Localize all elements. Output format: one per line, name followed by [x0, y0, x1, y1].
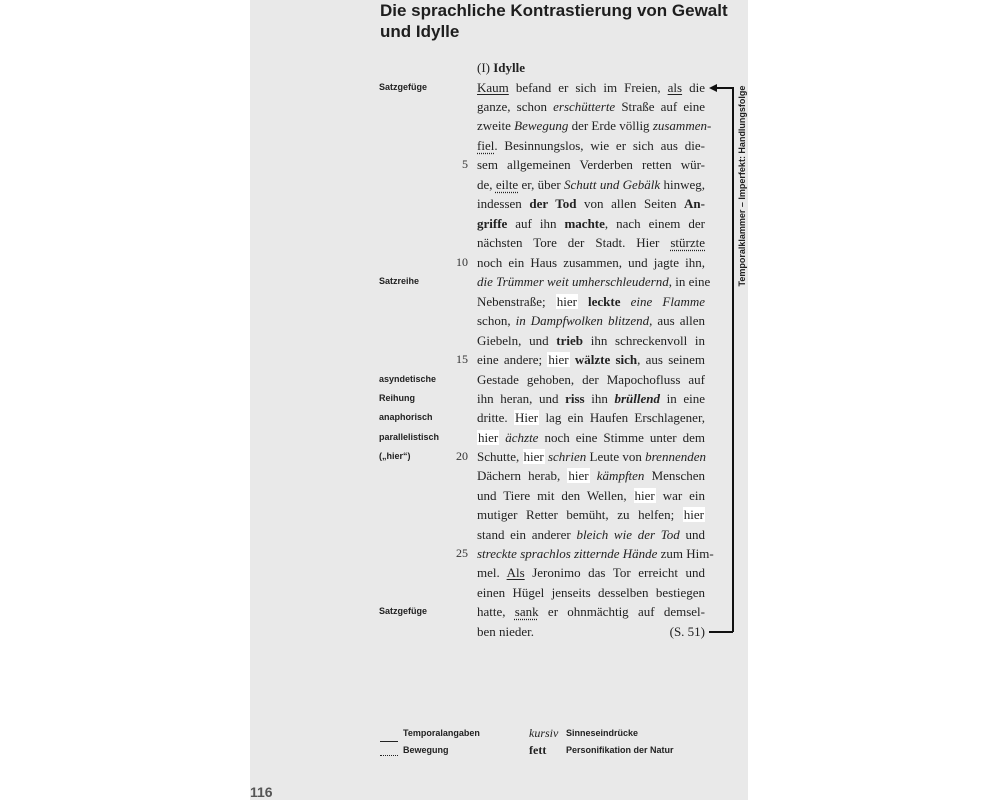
- section-title: Idylle: [493, 60, 526, 75]
- text-line-8: griffe auf ihn machte, nach einem der: [477, 216, 705, 231]
- text-line-2: ganze, schon erschütterte Straße auf eine: [477, 99, 705, 114]
- margin-label: („hier“): [379, 451, 411, 461]
- text-line-11: die Trümmer weit umherschleudernd, in eine: [477, 274, 711, 289]
- text-line-3: zweite Bewegung der Erde völlig zusammen-: [477, 118, 712, 133]
- text-line-1: Kaum befand er sich im Freien, als die: [477, 80, 706, 95]
- bracket-top: [716, 87, 733, 89]
- text-line-23: mutiger Retter bemüht, zu helfen; hier: [477, 507, 704, 522]
- text-line-28: hatte, sank er ohnmächtig auf demsel-: [477, 604, 705, 619]
- line-number: 10: [456, 255, 468, 269]
- section-number: (I): [477, 60, 490, 75]
- margin-label: Reihung: [379, 393, 415, 403]
- text-line-6: de, eilte er, über Schutt und Gebälk hinweg,: [477, 177, 705, 192]
- margin-label: anaphorisch: [379, 412, 433, 422]
- legend-italic-key: kursiv: [529, 726, 559, 740]
- text-line-24: stand ein anderer bleich wie der Tod und: [477, 527, 706, 542]
- text-line-22: und Tiere mit den Wellen, hier war ein: [477, 488, 705, 503]
- dotted-key-icon: [380, 755, 398, 756]
- margin-label: Satzgefüge: [379, 82, 428, 92]
- text-line-19: hier ächzte noch eine Stimme unter dem: [478, 430, 705, 445]
- line-number: 20: [456, 449, 468, 463]
- legend-temporal: Temporalangaben: [403, 728, 480, 738]
- text-line-26: mel. Als Jeronimo das Tor erreicht und: [477, 565, 705, 580]
- text-line-13: schon, in Dampfwolken blitzend, aus allen: [477, 313, 705, 328]
- legend-bold-key: fett: [529, 743, 547, 757]
- line-number: 5: [462, 157, 468, 171]
- text-line-10: noch ein Haus zusammen, und jagte ihn,: [477, 255, 705, 270]
- underline-key-icon: [380, 741, 398, 742]
- text-line-7: indessen der Tod von allen Seiten An-: [477, 196, 705, 211]
- text-line-20: Schutte, hier schrien Leute von brennenden: [477, 449, 706, 464]
- text-line-27: einen Hügel jenseits desselben bestiegen: [477, 585, 705, 600]
- page-number: 116: [250, 784, 273, 800]
- text-line-16: Gestade gehoben, der Mapochofluss auf: [477, 372, 705, 387]
- legend-italic-meaning: Sinneseindrücke: [566, 728, 639, 738]
- section-heading: [477, 60, 525, 76]
- line-number: 15: [456, 352, 468, 366]
- text-line-4: fiel. Besinnungslos, wie er sich aus die-: [477, 138, 705, 153]
- text-line-21: Dächern herab, hier kämpften Menschen: [477, 468, 705, 483]
- text-line-5: sem allgemeinen Verderben retten wür-: [477, 157, 705, 172]
- text-line-9: nächsten Tore der Stadt. Hier stürzte: [477, 235, 705, 250]
- margin-label: Satzgefüge: [379, 606, 428, 616]
- text-line-17: ihn heran, und riss ihn brüllend in eine: [477, 391, 705, 406]
- page-citation: (S. 51): [669, 624, 705, 639]
- text-line-15: eine andere; hier wälzte sich, aus seinem: [477, 352, 706, 367]
- text-line-18: dritte. Hier lag ein Haufen Erschlagener,: [477, 410, 706, 425]
- text-line-14: Giebeln, und trieb ihn schreckenvoll in: [477, 333, 706, 348]
- margin-label: asyndetische: [379, 374, 437, 384]
- legend-movement: Bewegung: [403, 745, 449, 755]
- text-line-12: Nebenstraße; hier leckte eine Flamme: [477, 294, 705, 309]
- margin-label: parallelistisch: [379, 432, 440, 442]
- text-line-25: streckte sprachlos zitternde Hände zum Him-: [477, 546, 714, 561]
- margin-label: Satzreihe: [379, 276, 420, 286]
- line-number: 25: [456, 546, 468, 560]
- legend-bold-meaning: Personifikation der Natur: [566, 745, 674, 755]
- bracket-vertical: [732, 87, 734, 632]
- bracket-bottom: [709, 631, 733, 633]
- side-bracket-label: Temporalklammer – Imperfekt: Handlungsfolge: [737, 85, 747, 287]
- page-title: Die sprachliche Kontrastierung von Gewalt und Idylle: [380, 1, 728, 41]
- text-line-29: ben nieder. (S. 51): [477, 624, 705, 639]
